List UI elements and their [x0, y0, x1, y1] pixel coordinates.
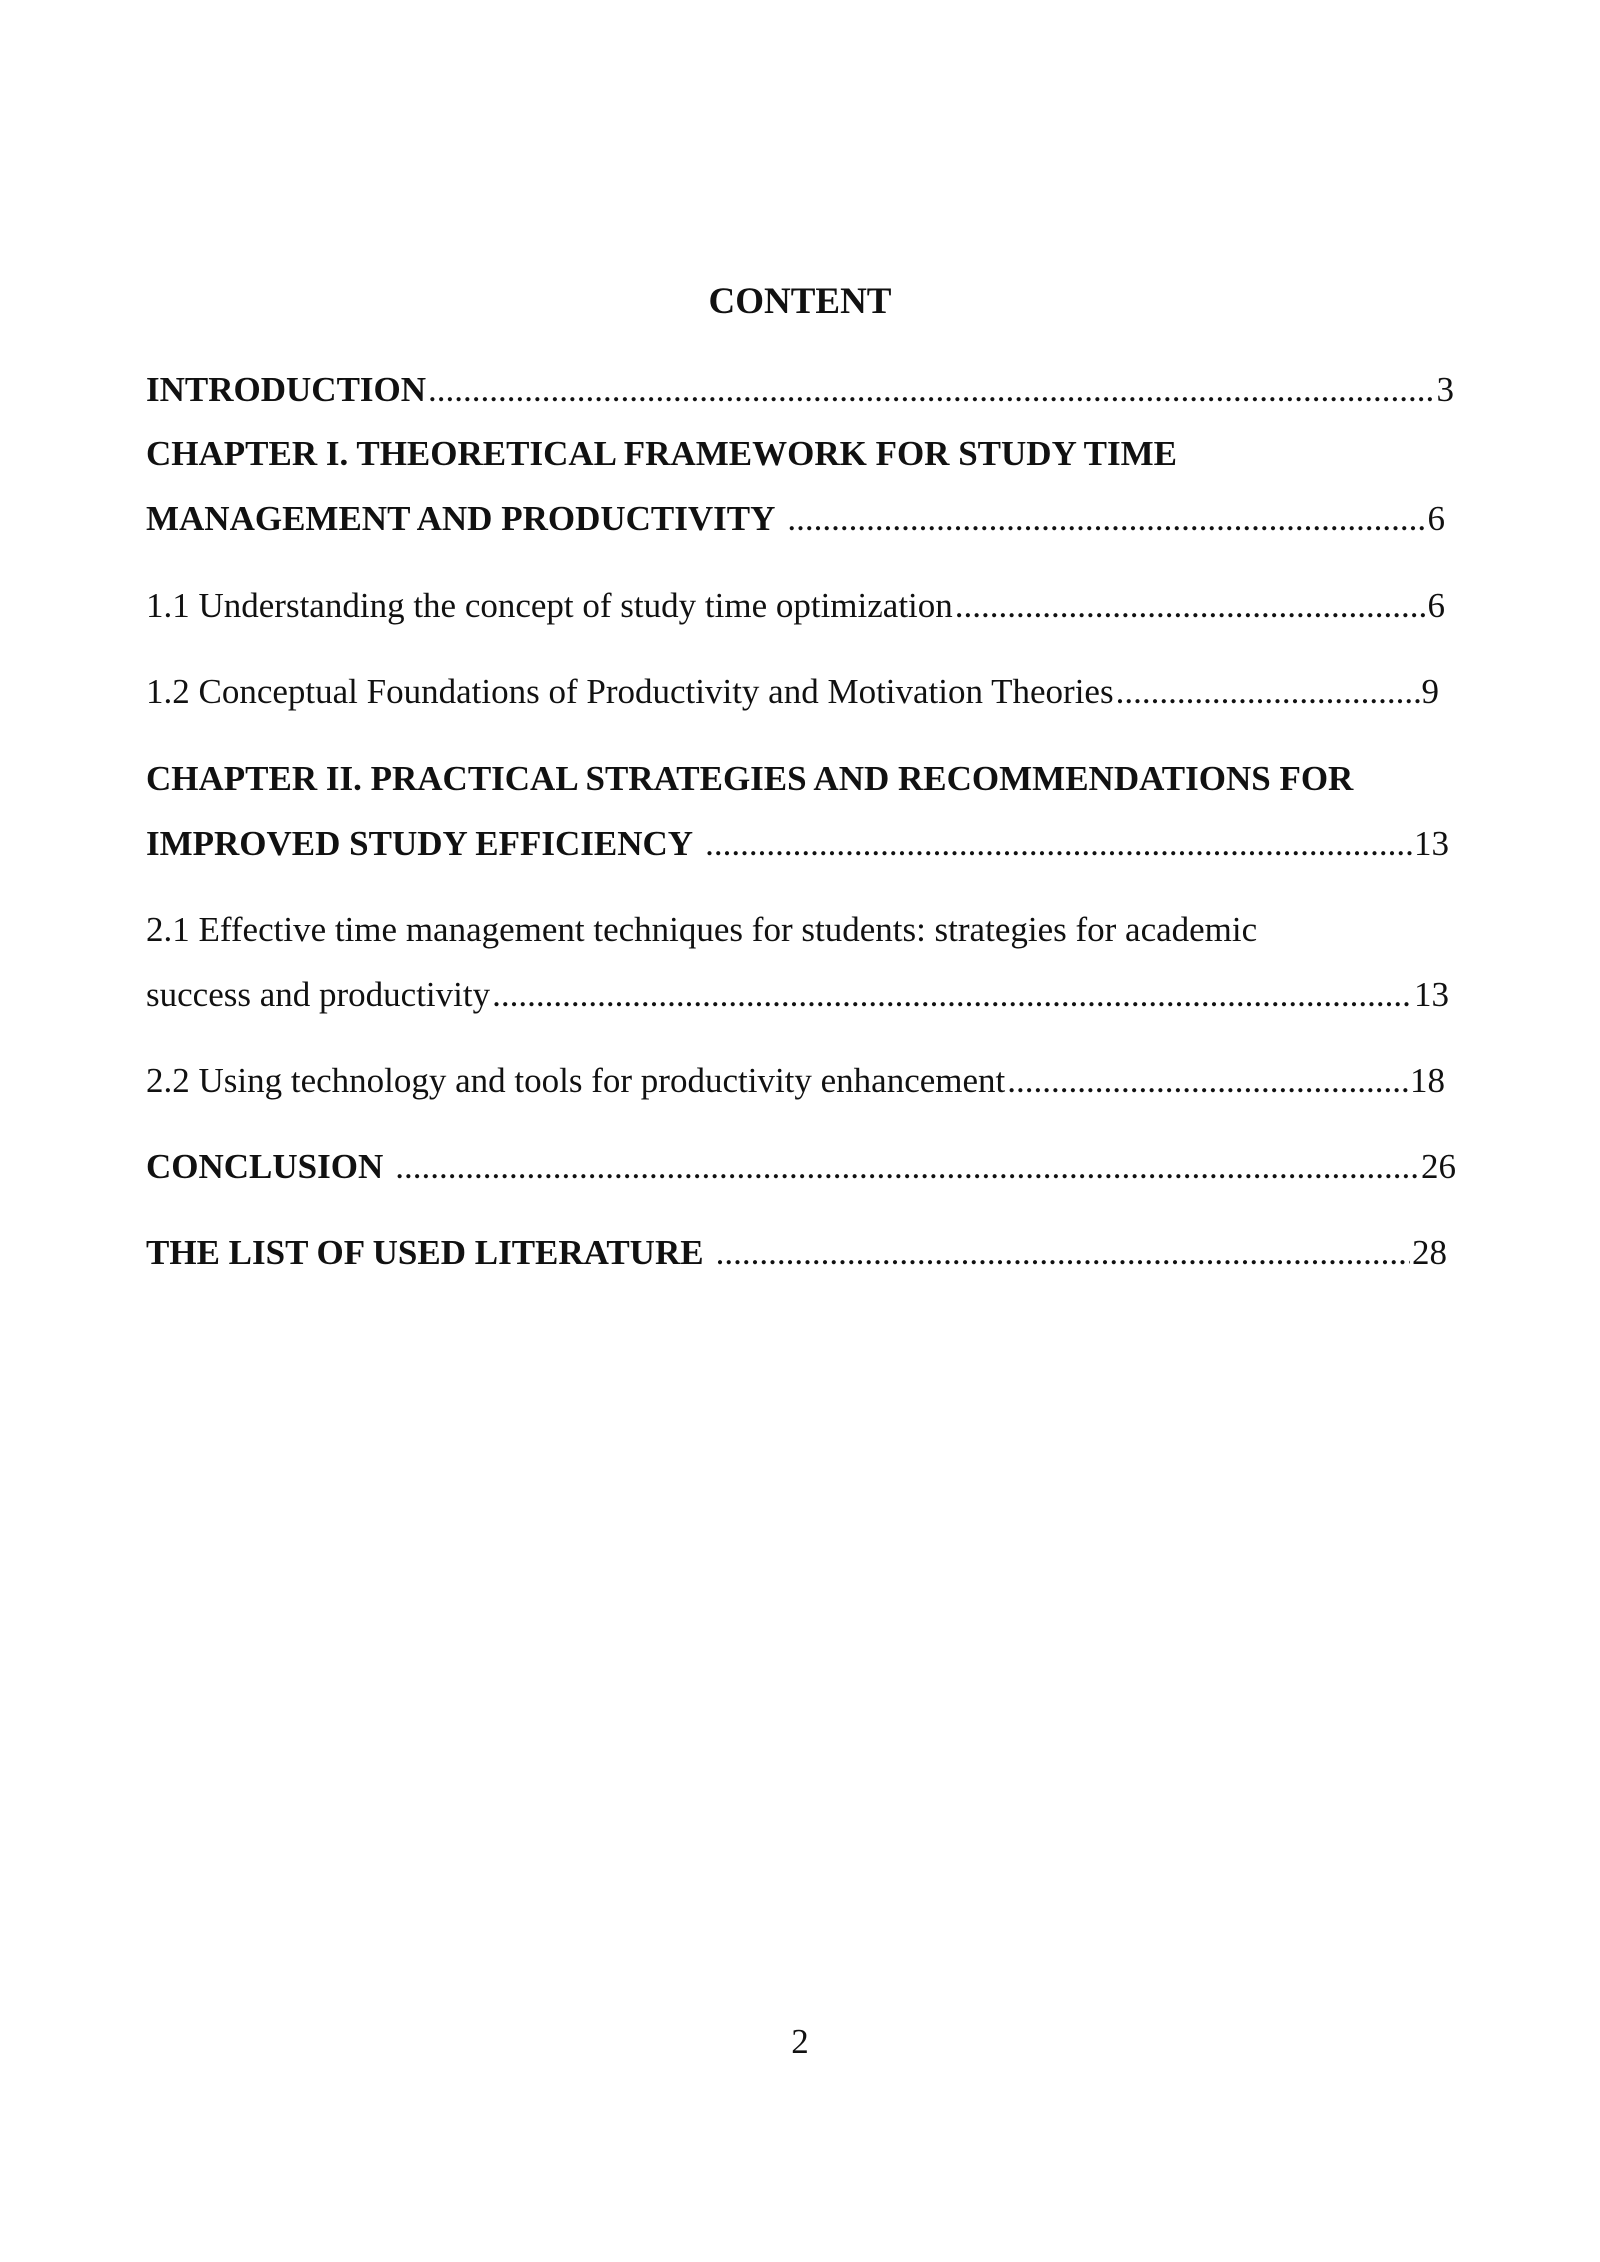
toc-entry-literature[interactable] [146, 1231, 1447, 1275]
toc-page-number: 18 [1410, 1061, 1445, 1100]
toc-leader-dots [428, 368, 1434, 412]
toc-page-number: 6 [1427, 586, 1445, 625]
toc-leader-dots [492, 973, 1412, 1017]
toc-leader-dots [705, 822, 1412, 866]
toc-leader-dots [1116, 670, 1420, 714]
toc-page-number: 3 [1436, 370, 1454, 409]
toc-entry-2-1-line1[interactable]: 2.1 Effective time management techniques for students: strategies for academic [146, 910, 1258, 949]
toc-leader-dots [395, 1145, 1419, 1189]
toc-entry-label: success and productivity [146, 975, 491, 1014]
toc-page-number: 26 [1421, 1147, 1456, 1186]
toc-entry-label: 1.2 Conceptual Foundations of Productivity and Motivation Theories [146, 672, 1114, 711]
toc-page-number: 13 [1414, 975, 1449, 1014]
page-number: 2 [791, 2022, 809, 2061]
toc-entry-introduction[interactable] [146, 368, 1454, 412]
toc-entry-chapter-2[interactable] [146, 822, 1449, 866]
toc-page-number: 9 [1421, 672, 1439, 711]
toc-entry-label: IMPROVED STUDY EFFICIENCY [146, 824, 694, 863]
toc-entry-label: CONCLUSION [146, 1147, 384, 1186]
toc-entry-chapter-1-line1[interactable]: CHAPTER I. THEORETICAL FRAMEWORK FOR STUDY TIME [146, 434, 1178, 473]
toc-entry-chapter-1[interactable] [146, 497, 1445, 541]
toc-entry-1-2[interactable] [146, 670, 1439, 714]
toc-leader-dots [955, 584, 1426, 628]
toc-page-number: 28 [1412, 1233, 1447, 1272]
toc-entry-chapter-2-line1[interactable]: CHAPTER II. PRACTICAL STRATEGIES AND RECOMMENDATIONS FOR [146, 759, 1354, 798]
toc-leader-dots [1007, 1059, 1408, 1103]
toc-entry-1-1[interactable] [146, 584, 1445, 628]
toc-page-number: 6 [1427, 499, 1445, 538]
toc-entry-label: 2.2 Using technology and tools for productivity enhancement [146, 1061, 1006, 1100]
page-title: CONTENT [708, 281, 892, 322]
toc-entry-2-2[interactable] [146, 1059, 1445, 1103]
toc-entry-2-1[interactable] [146, 973, 1449, 1017]
toc-entry-label: THE LIST OF USED LITERATURE [146, 1233, 704, 1272]
toc-page-number: 13 [1414, 824, 1449, 863]
toc-entry-label: 1.1 Understanding the concept of study time optimization [146, 586, 953, 625]
toc-entry-conclusion[interactable] [146, 1145, 1456, 1189]
toc-leader-dots [716, 1231, 1410, 1275]
toc-entry-label: INTRODUCTION [146, 370, 427, 409]
toc-entry-label: MANAGEMENT AND PRODUCTIVITY [146, 499, 776, 538]
toc-leader-dots [787, 497, 1425, 541]
